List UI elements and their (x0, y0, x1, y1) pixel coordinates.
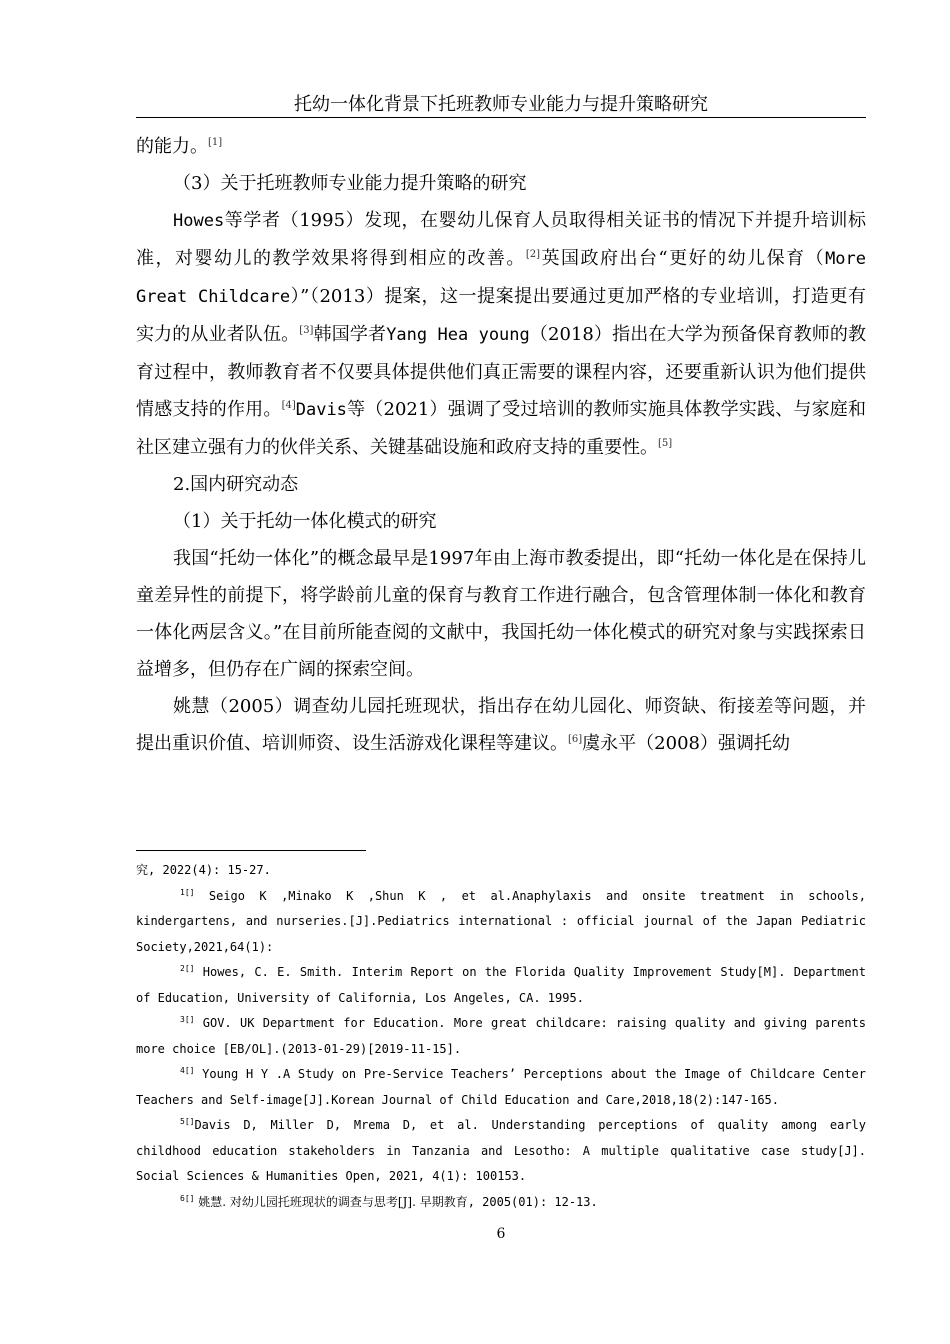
paragraph (136, 688, 866, 762)
footnote-continuation (136, 858, 866, 884)
footnote-separator (136, 850, 366, 851)
paragraph (136, 202, 866, 466)
footnote-1 (136, 884, 866, 961)
footnote-marker: 5[] (180, 1117, 195, 1126)
body-text (136, 128, 866, 762)
footnotes (136, 858, 866, 1215)
paragraph-text: ）”（2013）提案，这一提案提出要通过更加严格的专业培训，打造更有实力的从业者队伍。 (136, 286, 866, 345)
paragraph-text: 等学者（1995）发现，在婴幼儿保育人员取得相关证书的情况下并提升培训标准，对婴幼儿的教学效果将得到相应的改善。 (136, 210, 866, 269)
paragraph-text: Yang Hea young (386, 325, 530, 345)
footnote-3 (136, 1011, 866, 1062)
citation-ref-5[interactable]: [5] (658, 438, 673, 449)
citation-ref-4[interactable]: [4] (281, 400, 296, 411)
paragraph-text: 姚慧（2005）调查幼儿园托班现状，指出存在幼儿园化、师资缺、衔接差等问题，并提出重识价值、培训师资、设生活游戏化课程等建议。 (136, 696, 866, 754)
section-heading: 2.国内研究动态 (173, 474, 299, 495)
footnote-marker: 1[] (180, 887, 195, 897)
running-header: 托幼一体化背景下托班教师专业能力与提升策略研究 (294, 94, 708, 115)
paragraph-text: 英国政府出台“更好的幼儿保育（ (540, 248, 826, 269)
footnote-text: 姚慧. 对幼儿园托班现状的调查与思考[J]. 早期教育 (194, 1194, 468, 1209)
footnote-text: , 2022(4): 15-27. (148, 863, 271, 877)
paragraph-text: （2018）指出在大学为预备保育教师的教育过程中，教师教育者不仅要具体提供他们真正需要的课程内容，还要重新认识为他们提供情感支持的作用。 (136, 324, 867, 420)
citation-ref-3[interactable]: [3] (299, 325, 314, 336)
footnote-text: Davis D, Miller D, Mrema D, et al. Understanding perceptions of quality among early childhood education stakeholders in Tanzania and Lesotho: A multiple qualitative case study[J]. Social Sciences & Humanities Open, 2021, 4(1): 100153. (136, 1118, 866, 1183)
subsection-heading: （3）关于托班教师专业能力提升策略的研究 (173, 173, 527, 194)
paragraph (136, 128, 866, 165)
footnote-marker: 3[] (180, 1015, 195, 1024)
paragraph-text: Howes (173, 211, 225, 231)
paragraph: 我国“托幼一体化”的概念最早是1997年由上海市教委提出，即“托幼一体化是在保持儿童差异性的前提下，将学龄前儿童的保育与教育工作进行融合，包含管理体制一体化和教育一体化两层含义。”在目前所能查阅的文献中，我国托幼一体化模式的研究对象与实践探索日益增多，但仍存在广阔的探索空间。 (136, 548, 866, 680)
paragraph-text: 等（2021）强调了受过培训的教师实施具体教学实践、与家庭和社区建立强有力的伙伴关系、关键基础设施和政府支持的重要性。 (136, 399, 866, 458)
paragraph-text: More Great Childcare (136, 249, 867, 307)
paragraph-text: 韩国学者 (313, 324, 387, 345)
citation-ref-1[interactable]: [1] (208, 137, 223, 148)
paragraph-text: 虞永平（2008）强调托幼 (582, 733, 790, 754)
footnote-marker: 4[] (180, 1066, 195, 1075)
footnote-marker: 6[] (180, 1193, 195, 1203)
footnote-text: Young H Y .A Study on Pre-Service Teachers’ Perceptions about the Image of Childcare Center Teachers and Self-image[J].Korean Journal of Child Education and Care,2018,18(2):147-165. (136, 1067, 866, 1107)
footnote-text: , 2005(01): 12-13. (467, 1194, 598, 1209)
footnote-5 (136, 1113, 866, 1190)
paragraph-text: Davis (295, 400, 347, 420)
header-rule (136, 117, 866, 118)
footnote-6 (136, 1190, 866, 1216)
paragraph-text: 的能力。 (136, 136, 208, 157)
citation-ref-2[interactable]: [2] (525, 249, 540, 260)
citation-ref-6[interactable]: [6] (568, 734, 583, 745)
subsection-heading: （1）关于托幼一体化模式的研究 (173, 511, 437, 532)
footnote-text: GOV. UK Department for Education. More great childcare: raising quality and giving parents more choice [EB/OL].(2013-01-29)[2019-11-15]. (136, 1016, 866, 1056)
footnote-text: Howes, C. E. Smith. Interim Report on the Florida Quality Improvement Study[M]. Department of Education, University of California, Los Angeles, CA. 1995. (136, 965, 866, 1005)
page-number: 6 (496, 1226, 506, 1242)
footnote-marker: 2[] (180, 964, 195, 973)
footnote-text: 究 (136, 863, 149, 877)
footnote-text: Seigo K ,Minako K ,Shun K , et al.Anaphylaxis and onsite treatment in schools, kindergartens, and nurseries.[J].Pediatrics international : official journal of the Japan Pediatric Society,2021,64(1): (136, 888, 866, 954)
footnote-4 (136, 1062, 866, 1113)
footnote-2 (136, 960, 866, 1011)
